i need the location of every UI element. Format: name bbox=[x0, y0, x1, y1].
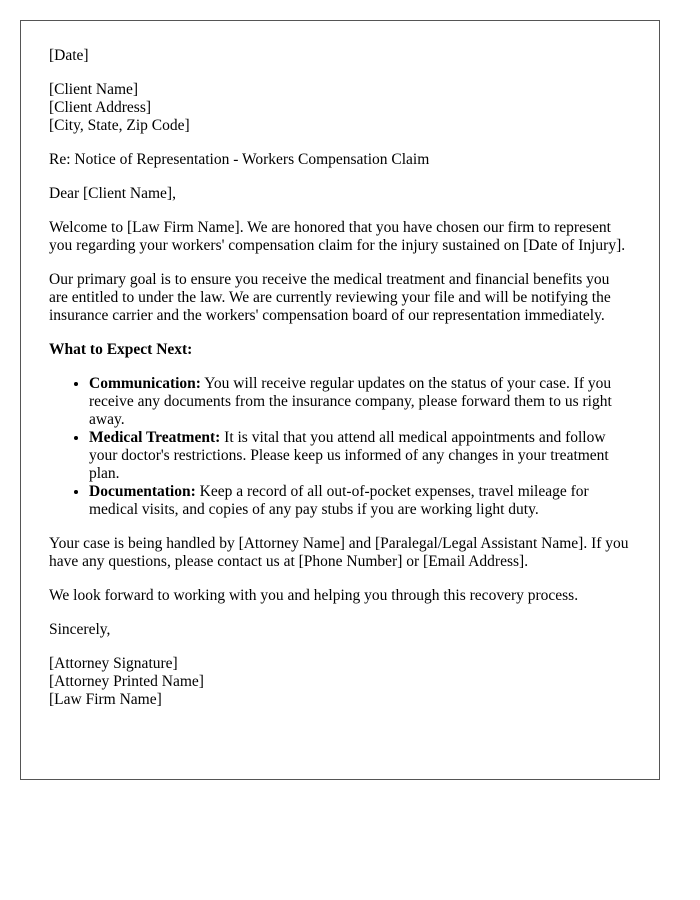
bullet-title: Documentation: bbox=[89, 483, 196, 500]
signature-block bbox=[49, 655, 631, 709]
attorney-printed-name: [Attorney Printed Name] bbox=[49, 673, 204, 690]
contact-paragraph: Your case is being handled by [Attorney Name] and [Paralegal/Legal Assistant Name]. If you have any questions, please contact us at [Phone Number] or [Email Address]. bbox=[49, 535, 629, 570]
goal-paragraph: Our primary goal is to ensure you receive the medical treatment and financial benefits you are entitled to under the law. We are currently reviewing your file and will be notifying the insurance carrier and the workers' compensation board of our representation immediately. bbox=[49, 271, 611, 324]
signoff: Sincerely, bbox=[49, 621, 111, 638]
letter-page bbox=[20, 20, 660, 780]
welcome-paragraph: Welcome to [Law Firm Name]. We are honored that you have chosen our firm to represent you regarding your workers' compensation claim for the injury sustained on [Date of Injury]. bbox=[49, 219, 626, 254]
list-item bbox=[89, 429, 631, 483]
date-line bbox=[49, 47, 631, 65]
client-name: [Client Name] bbox=[49, 81, 139, 98]
firm-name: [Law Firm Name] bbox=[49, 691, 162, 708]
client-address: [Client Address] bbox=[49, 99, 152, 116]
attorney-signature: [Attorney Signature] bbox=[49, 655, 178, 672]
client-address-block bbox=[49, 81, 631, 135]
bullet-text: It is vital that you attend all medical appointments and follow your doctor's restrictions. Please keep us informed of any changes in your treatment plan. bbox=[89, 429, 609, 482]
bullet-title: Communication: bbox=[89, 375, 201, 392]
client-city: [City, State, Zip Code] bbox=[49, 117, 190, 134]
expectations-list bbox=[49, 375, 631, 519]
bullet-text: You will receive regular updates on the status of your case. If you receive any documents from the insurance company, please forward them to us right away. bbox=[89, 375, 612, 428]
letter-date: [Date] bbox=[49, 47, 89, 64]
list-item bbox=[89, 375, 631, 429]
bullet-text: Keep a record of all out-of-pocket expenses, travel mileage for medical visits, and copies of any pay stubs if you are working light duty. bbox=[89, 483, 589, 518]
salutation: Dear [Client Name], bbox=[49, 185, 176, 202]
list-item bbox=[89, 483, 631, 519]
bullet-title: Medical Treatment: bbox=[89, 429, 221, 446]
subject-line: Re: Notice of Representation - Workers Compensation Claim bbox=[49, 151, 430, 168]
closing-paragraph: We look forward to working with you and helping you through this recovery process. bbox=[49, 587, 579, 604]
section-heading: What to Expect Next: bbox=[49, 341, 193, 358]
